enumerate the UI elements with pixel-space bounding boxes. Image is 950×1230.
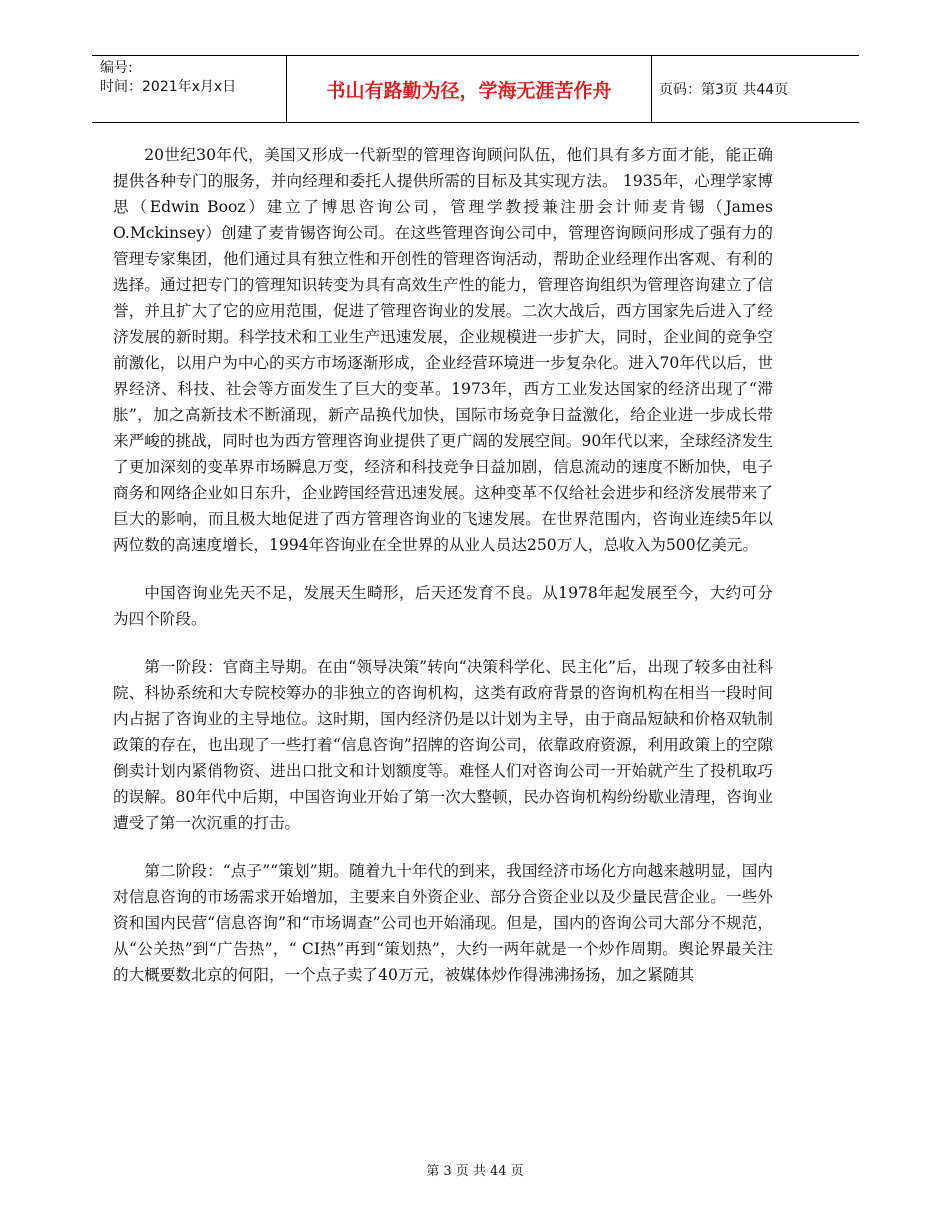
page-footer: 第 3 页 共 44 页: [426, 1164, 524, 1179]
page-header: [92, 55, 859, 123]
paragraph-3: 第一阶段：官商主导期。在由“领导决策”转向“决策科学化、民主化”后，出现了较多由社科院、科协系统和大专院校筹办的非独立的咨询机构，这类有政府背景的咨询机构在相当一段时间内占据了咨询业的主导地位。这时期，国内经济仍是以计划为主导，由于商品短缺和价格双轨制政策的存在，也出现了一些打着“信息咨询”招牌的咨询公司，依靠政府资源，利用政策上的空隙倒卖计划内紧俏物资、进出口批文和计划额度等。难怪人们对咨询公司一开始就产生了投机取巧的误解。80年代中后期，中国咨询业开始了第一次大整顿，民办咨询机构纷纷歇业清理，咨询业遭受了第一次沉重的打击。: [113, 658, 773, 832]
number-label: 编号:: [100, 60, 133, 76]
paragraph-4: 第二阶段：“点子”“策划”期。随着九十年代的到来，我国经济市场化方向越来越明显，国内对信息咨询的市场需求开始增加，主要来自外资企业、部分合资企业以及少量民营企业。一些外资和国内民营“信息咨询”和“市场调查”公司也开始涌现。但是，国内的咨询公司大部分不规范，从“公关热”到“广告热”，“ CI热”再到“策划热”，大约一两年就是一个炒作周期。舆论界最关注的大概要数北京的何阳，一个点子卖了40万元，被媒体炒作得沸沸扬扬，加之紧随其: [113, 862, 773, 984]
header-slogan: 书山有路勤为径，学海无涯苦作舟: [286, 56, 652, 122]
header-page-label: 页码：第3页 共44页: [659, 82, 789, 98]
paragraph-1: 20世纪30年代，美国又形成一代新型的管理咨询顾问队伍，他们具有多方面才能，能正确提供各种专门的服务，并向经理和委托人提供所需的目标及其实现方法。 1935年，心理学家博思（Edwin Booz）建立了博思咨询公司，管理学教授兼注册会计师麦肯锡（James O.Mckinsey）创建了麦肯锡咨询公司。在这些管理咨询公司中，管理咨询顾问形成了强有力的管理专家集团，他们通过具有独立性和开创性的管理咨询活动，帮助企业经理作出客观、有利的选择。通过把专门的管理知识转变为具有高效生产性的能力，管理咨询组织为管理咨询建立了信誉，并且扩大了它的应用范围，促进了管理咨询业的发展。二次大战后，西方国家先后进入了经济发展的新时期。科学技术和工业生产迅速发展，企业规模进一步扩大，同时，企业间的竞争空前激化，以用户为中心的买方市场逐渐形成，企业经营环境进一步复杂化。进入70年代以后，世界经济、科技、社会等方面发生了巨大的变革。1973年，西方工业发达国家的经济出现了“滞胀”，加之高新技术不断涌现，新产品换代加快，国际市场竞争日益激化，给企业进一步成长带来严峻的挑战，同时也为西方管理咨询业提供了更广阔的发展空间。90年代以来，全球经济发生了更加深刻的变革界市场瞬息万变，经济和科技竞争日益加剧，信息流动的速度不断加快，电子商务和网络企业如日东升，企业跨国经营迅速发展。这种变革不仅给社会进步和经济发展带来了巨大的影响，而且极大地促进了西方管理咨询业的飞速发展。在世界范围内，咨询业连续5年以两位数的高速度增长，1994年咨询业在全世界的从业人员达250万人，总收入为500亿美元。: [113, 146, 773, 554]
time-label: 时间：2021年x月x日: [100, 79, 237, 95]
document-body: [113, 142, 773, 1010]
header-meta: [100, 59, 236, 97]
paragraph-2: 中国咨询业先天不足，发展天生畸形，后天还发育不良。从1978年起发展至今，大约可分为四个阶段。: [113, 584, 773, 628]
